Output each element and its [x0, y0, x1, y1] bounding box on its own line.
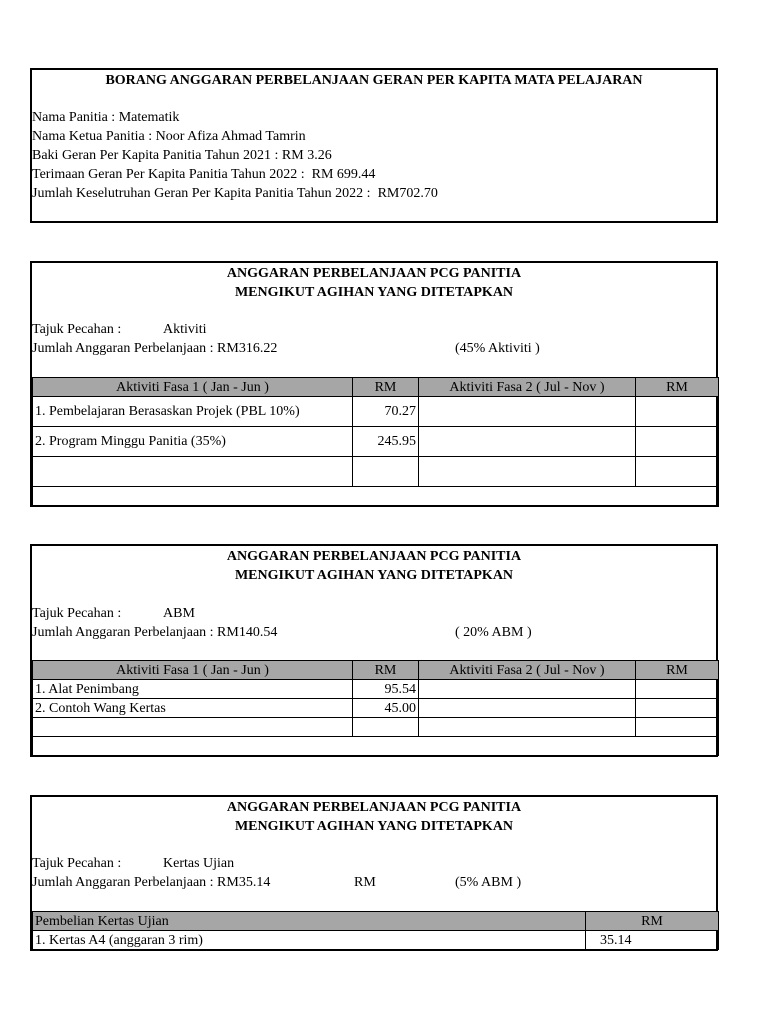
section-title-1: ANGGARAN PERBELANJAAN PCG PANITIA [226, 266, 522, 281]
section-title-1: ANGGARAN PERBELANJAAN PCG PANITIA [226, 800, 522, 815]
rm-label: RM [354, 875, 376, 890]
col-header-fasa1: Aktiviti Fasa 1 ( Jan - Jun ) [33, 661, 353, 680]
col-header-rm2: RM [636, 378, 719, 397]
pembelian-rm: 35.14 [586, 931, 719, 950]
budget-table [32, 377, 719, 507]
fasa1-rm [353, 718, 419, 737]
fasa2-rm [636, 457, 719, 487]
jumlah-anggaran: Jumlah Anggaran Perbelanjaan : RM316.22 [32, 341, 278, 356]
col-header-rm2: RM [636, 661, 719, 680]
fasa2-item [419, 427, 636, 457]
jumlah-anggaran: Jumlah Anggaran Perbelanjaan : RM140.54 [32, 625, 278, 640]
percent-label: (45% Aktiviti ) [455, 341, 540, 356]
form-title: BORANG ANGGARAN PERBELANJAAN GERAN PER KAPITA MATA PELAJARAN [105, 73, 643, 88]
jumlah-anggaran: Jumlah Anggaran Perbelanjaan : RM35.14 [32, 875, 271, 890]
tajuk-value: ABM [163, 606, 195, 621]
header-line-jumlah: Jumlah Keselutruhan Geran Per Kapita Panitia Tahun 2022 : RM702.70 [32, 186, 438, 201]
fasa1-item: 2. Contoh Wang Kertas [33, 699, 353, 718]
section-title-2: MENGIKUT AGIHAN YANG DITETAPKAN [234, 819, 514, 834]
table-footer-row [33, 487, 719, 507]
empty-footer-cell [33, 487, 719, 507]
budget-table [32, 660, 719, 756]
section-title-1: ANGGARAN PERBELANJAAN PCG PANITIA [226, 549, 522, 564]
table-header-row [33, 661, 719, 680]
tajuk-label: Tajuk Pecahan : [32, 322, 122, 337]
header-line-panitia: Nama Panitia : Matematik [32, 110, 180, 125]
section-title-2: MENGIKUT AGIHAN YANG DITETAPKAN [234, 285, 514, 300]
fasa1-rm: 45.00 [353, 699, 419, 718]
percent-label: ( 20% ABM ) [455, 625, 532, 640]
tajuk-value: Aktiviti [163, 322, 207, 337]
table-row [33, 699, 719, 718]
header-line-ketua: Nama Ketua Panitia : Noor Afiza Ahmad Tamrin [32, 129, 306, 144]
empty-footer-cell [33, 737, 719, 756]
header-line-baki: Baki Geran Per Kapita Panitia Tahun 2021 : RM 3.26 [32, 148, 332, 163]
col-header-pembelian: Pembelian Kertas Ujian [33, 912, 586, 931]
table-footer-row [33, 737, 719, 756]
fasa2-rm [636, 427, 719, 457]
col-header-rm1: RM [353, 378, 419, 397]
table-header-row [33, 912, 719, 931]
fasa2-rm [636, 680, 719, 699]
section-aktiviti [30, 261, 718, 507]
col-header-fasa1: Aktiviti Fasa 1 ( Jan - Jun ) [33, 378, 353, 397]
table-row [33, 718, 719, 737]
tajuk-label: Tajuk Pecahan : [32, 856, 122, 871]
section-abm [30, 544, 718, 757]
table-row [33, 457, 719, 487]
fasa2-item [419, 397, 636, 427]
fasa2-item [419, 718, 636, 737]
header-box [30, 68, 718, 223]
fasa2-item [419, 457, 636, 487]
fasa1-rm: 245.95 [353, 427, 419, 457]
tajuk-value: Kertas Ujian [163, 856, 235, 871]
pembelian-item: 1. Kertas A4 (anggaran 3 rim) [33, 931, 586, 950]
fasa1-item [33, 718, 353, 737]
percent-label: (5% ABM ) [455, 875, 522, 890]
table-header-row [33, 378, 719, 397]
fasa1-rm [353, 457, 419, 487]
fasa2-item [419, 699, 636, 718]
fasa1-item: 1. Alat Penimbang [33, 680, 353, 699]
col-header-fasa2: Aktiviti Fasa 2 ( Jul - Nov ) [419, 378, 636, 397]
table-row [33, 680, 719, 699]
fasa1-item: 1. Pembelajaran Berasaskan Projek (PBL 10%) [33, 397, 353, 427]
tajuk-label: Tajuk Pecahan : [32, 606, 122, 621]
fasa2-rm [636, 699, 719, 718]
section-kertas-ujian [30, 795, 718, 951]
table-row [33, 931, 719, 950]
header-line-terimaan: Terimaan Geran Per Kapita Panitia Tahun 2022 : RM 699.44 [32, 167, 376, 182]
fasa1-rm: 95.54 [353, 680, 419, 699]
col-header-rm1: RM [353, 661, 419, 680]
fasa2-rm [636, 718, 719, 737]
col-header-rm: RM [586, 912, 719, 931]
fasa2-rm [636, 397, 719, 427]
budget-table [32, 911, 719, 950]
table-row [33, 397, 719, 427]
col-header-fasa2: Aktiviti Fasa 2 ( Jul - Nov ) [419, 661, 636, 680]
fasa1-item: 2. Program Minggu Panitia (35%) [33, 427, 353, 457]
fasa1-item [33, 457, 353, 487]
table-row [33, 427, 719, 457]
fasa2-item [419, 680, 636, 699]
section-title-2: MENGIKUT AGIHAN YANG DITETAPKAN [234, 568, 514, 583]
fasa1-rm: 70.27 [353, 397, 419, 427]
